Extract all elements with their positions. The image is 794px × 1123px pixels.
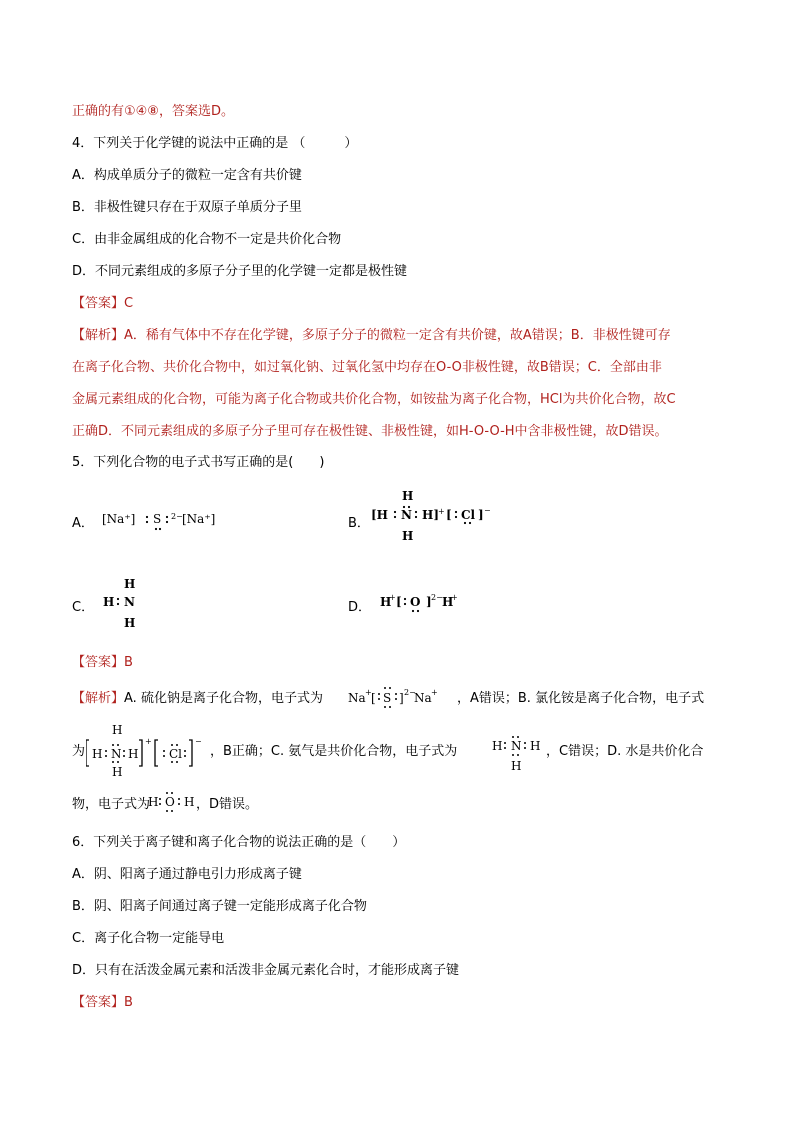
svg-text:H: H: [380, 595, 392, 609]
question-4-answer: [72, 296, 133, 312]
question-5-answer: [72, 655, 133, 671]
svg-text:H: H: [92, 747, 103, 761]
question-5-analysis-2a: 为: [72, 744, 86, 759]
question-5-analysis-1: [72, 691, 323, 707]
svg-text:2−: 2−: [404, 688, 416, 697]
svg-text:2−: 2−: [171, 512, 183, 521]
svg-text:[: [: [446, 508, 452, 522]
svg-text:H: H: [530, 739, 541, 753]
question-6-answer: [72, 995, 133, 1011]
svg-text:H: H: [124, 616, 136, 630]
svg-text:[: [: [396, 595, 402, 609]
question-6-option-b: B．阴、阳离子间通过离子键一定能形成离子化合物: [72, 899, 367, 914]
question-4-option-a: A．构成单质分子的微粒一定含有共价键: [72, 168, 302, 183]
answer-value: B: [124, 655, 133, 670]
svg-text:H: H: [112, 723, 123, 737]
question-5-option-b-label: B．: [348, 516, 370, 531]
svg-text:[H: [H: [371, 508, 389, 522]
svg-text:S: S: [383, 691, 392, 705]
svg-text:H: H: [402, 529, 414, 543]
question-5-analysis-2b: ，B正确；C. 氨气是共价化合物，电子式为: [210, 744, 458, 759]
svg-text:H: H: [103, 595, 115, 609]
svg-text:−: −: [195, 737, 202, 746]
svg-text:+: +: [438, 507, 445, 516]
svg-text:H: H: [492, 739, 503, 753]
svg-text:+: +: [431, 688, 438, 697]
svg-text:H: H: [402, 489, 414, 503]
answer-tag: 【答案】: [72, 655, 125, 670]
question-6-stem: 6．下列关于离子键和离子化合物的说法正确的是（ ）: [72, 835, 406, 850]
svg-text:[Na⁺]: [Na⁺]: [182, 512, 216, 526]
svg-text:]: ]: [426, 595, 432, 609]
question-5-option-d-label: D．: [348, 600, 372, 615]
svg-text:H: H: [148, 795, 159, 809]
previous-answer-conclusion: 正确的有①④⑧，答案选D。: [72, 104, 234, 119]
svg-text:]: ]: [478, 508, 484, 522]
svg-text:H: H: [128, 747, 139, 761]
svg-text:+: +: [365, 688, 372, 697]
svg-text:Na: Na: [348, 691, 366, 705]
svg-text:O: O: [410, 595, 421, 609]
svg-text:[Na⁺]: [Na⁺]: [102, 512, 136, 526]
svg-text:2−: 2−: [431, 593, 443, 602]
svg-text:N: N: [124, 595, 135, 609]
electron-formula-nh4cl-option-b: [368, 488, 528, 548]
inline-formula-na2s: [348, 682, 460, 712]
svg-text:N: N: [511, 739, 522, 753]
svg-text:]: ]: [399, 691, 404, 705]
answer-value: B: [124, 995, 133, 1010]
answer-tag: 【答案】: [72, 995, 125, 1010]
question-4-analysis-2: 在离子化合物、共价化合物中，如过氧化钠、过氧化氢中均存在O-O非极性键，故B错误；C．全部由非: [72, 360, 662, 375]
question-4-analysis-1: [72, 328, 671, 344]
question-4-option-d: D．不同元素组成的多原子分子里的化学键一定都是极性键: [72, 264, 408, 279]
svg-text:H]: H]: [422, 508, 440, 522]
inline-formula-h2o: [148, 788, 198, 816]
svg-text:Na: Na: [414, 691, 432, 705]
question-5-analysis-2c: ，C错误；D. 水是共价化合: [546, 744, 704, 759]
svg-text:Cl: Cl: [461, 508, 476, 522]
svg-text:Cl: Cl: [169, 747, 183, 761]
question-5-option-a-label: A．: [72, 516, 94, 531]
inline-formula-nh4cl: [86, 722, 216, 778]
analysis-tag: 【解析】: [72, 328, 125, 343]
analysis-text: A．稀有气体中不存在化学键，多原子分子的微粒一定含有共价键，故A错误；B．非极性键可存: [124, 328, 671, 343]
analysis-text-a: A. 硫化钠是离子化合物，电子式为: [124, 691, 323, 706]
answer-value: C: [124, 296, 134, 311]
svg-text:N: N: [401, 508, 412, 522]
question-5-analysis-3b: ，D错误。: [196, 797, 259, 812]
svg-text:H: H: [442, 595, 454, 609]
answer-tag: 【答案】: [72, 296, 125, 311]
svg-text:[: [: [371, 691, 376, 705]
question-6-option-d: D．只有在活泼金属元素和活泼非金属元素化合时，才能形成离子键: [72, 963, 460, 978]
svg-text:H: H: [184, 795, 195, 809]
analysis-tag: 【解析】: [72, 691, 125, 706]
question-4-analysis-4: 正确D．不同元素组成的多原子分子里可存在极性键、非极性键，如H-O-O-H中含非极性键，故D错误。: [72, 424, 668, 439]
svg-text:+: +: [389, 593, 396, 602]
question-5-analysis-1b: ，A错误；B. 氯化铵是离子化合物，电子式: [457, 691, 705, 706]
inline-formula-nh3: [492, 730, 548, 776]
svg-text:H: H: [511, 759, 522, 773]
electron-formula-nh3-option-c: [100, 574, 160, 634]
electron-formula-h2o-option-d: [378, 590, 498, 620]
electron-formula-na2s-option-a: [100, 505, 240, 535]
question-4-option-b: B．非极性键只存在于双原子单质分子里: [72, 200, 302, 215]
svg-text:N: N: [111, 747, 122, 761]
question-4-stem: 4．下列关于化学键的说法中正确的是 （ ）: [72, 136, 358, 151]
question-5-analysis-3a: 物，电子式为: [72, 797, 151, 812]
svg-text:+: +: [145, 737, 152, 746]
svg-text:O: O: [165, 795, 175, 809]
svg-text:+: +: [451, 593, 458, 602]
question-6-option-a: A．阴、阳离子通过静电引力形成离子键: [72, 867, 302, 882]
svg-text:H: H: [124, 577, 136, 591]
question-4-option-c: C．由非金属组成的化合物不一定是共价化合物: [72, 232, 342, 247]
question-4-analysis-3: 金属元素组成的化合物，可能为离子化合物或共价化合物，如铵盐为离子化合物，HCl为共价化合物，故C: [72, 392, 676, 407]
question-5-stem: 5．下列化合物的电子式书写正确的是( ): [72, 455, 325, 470]
svg-text:H: H: [112, 765, 123, 778]
question-5-option-c-label: C．: [72, 600, 95, 615]
question-6-option-c: C．离子化合物一定能导电: [72, 931, 225, 946]
svg-text:−: −: [484, 506, 491, 515]
svg-text:S: S: [153, 512, 162, 526]
